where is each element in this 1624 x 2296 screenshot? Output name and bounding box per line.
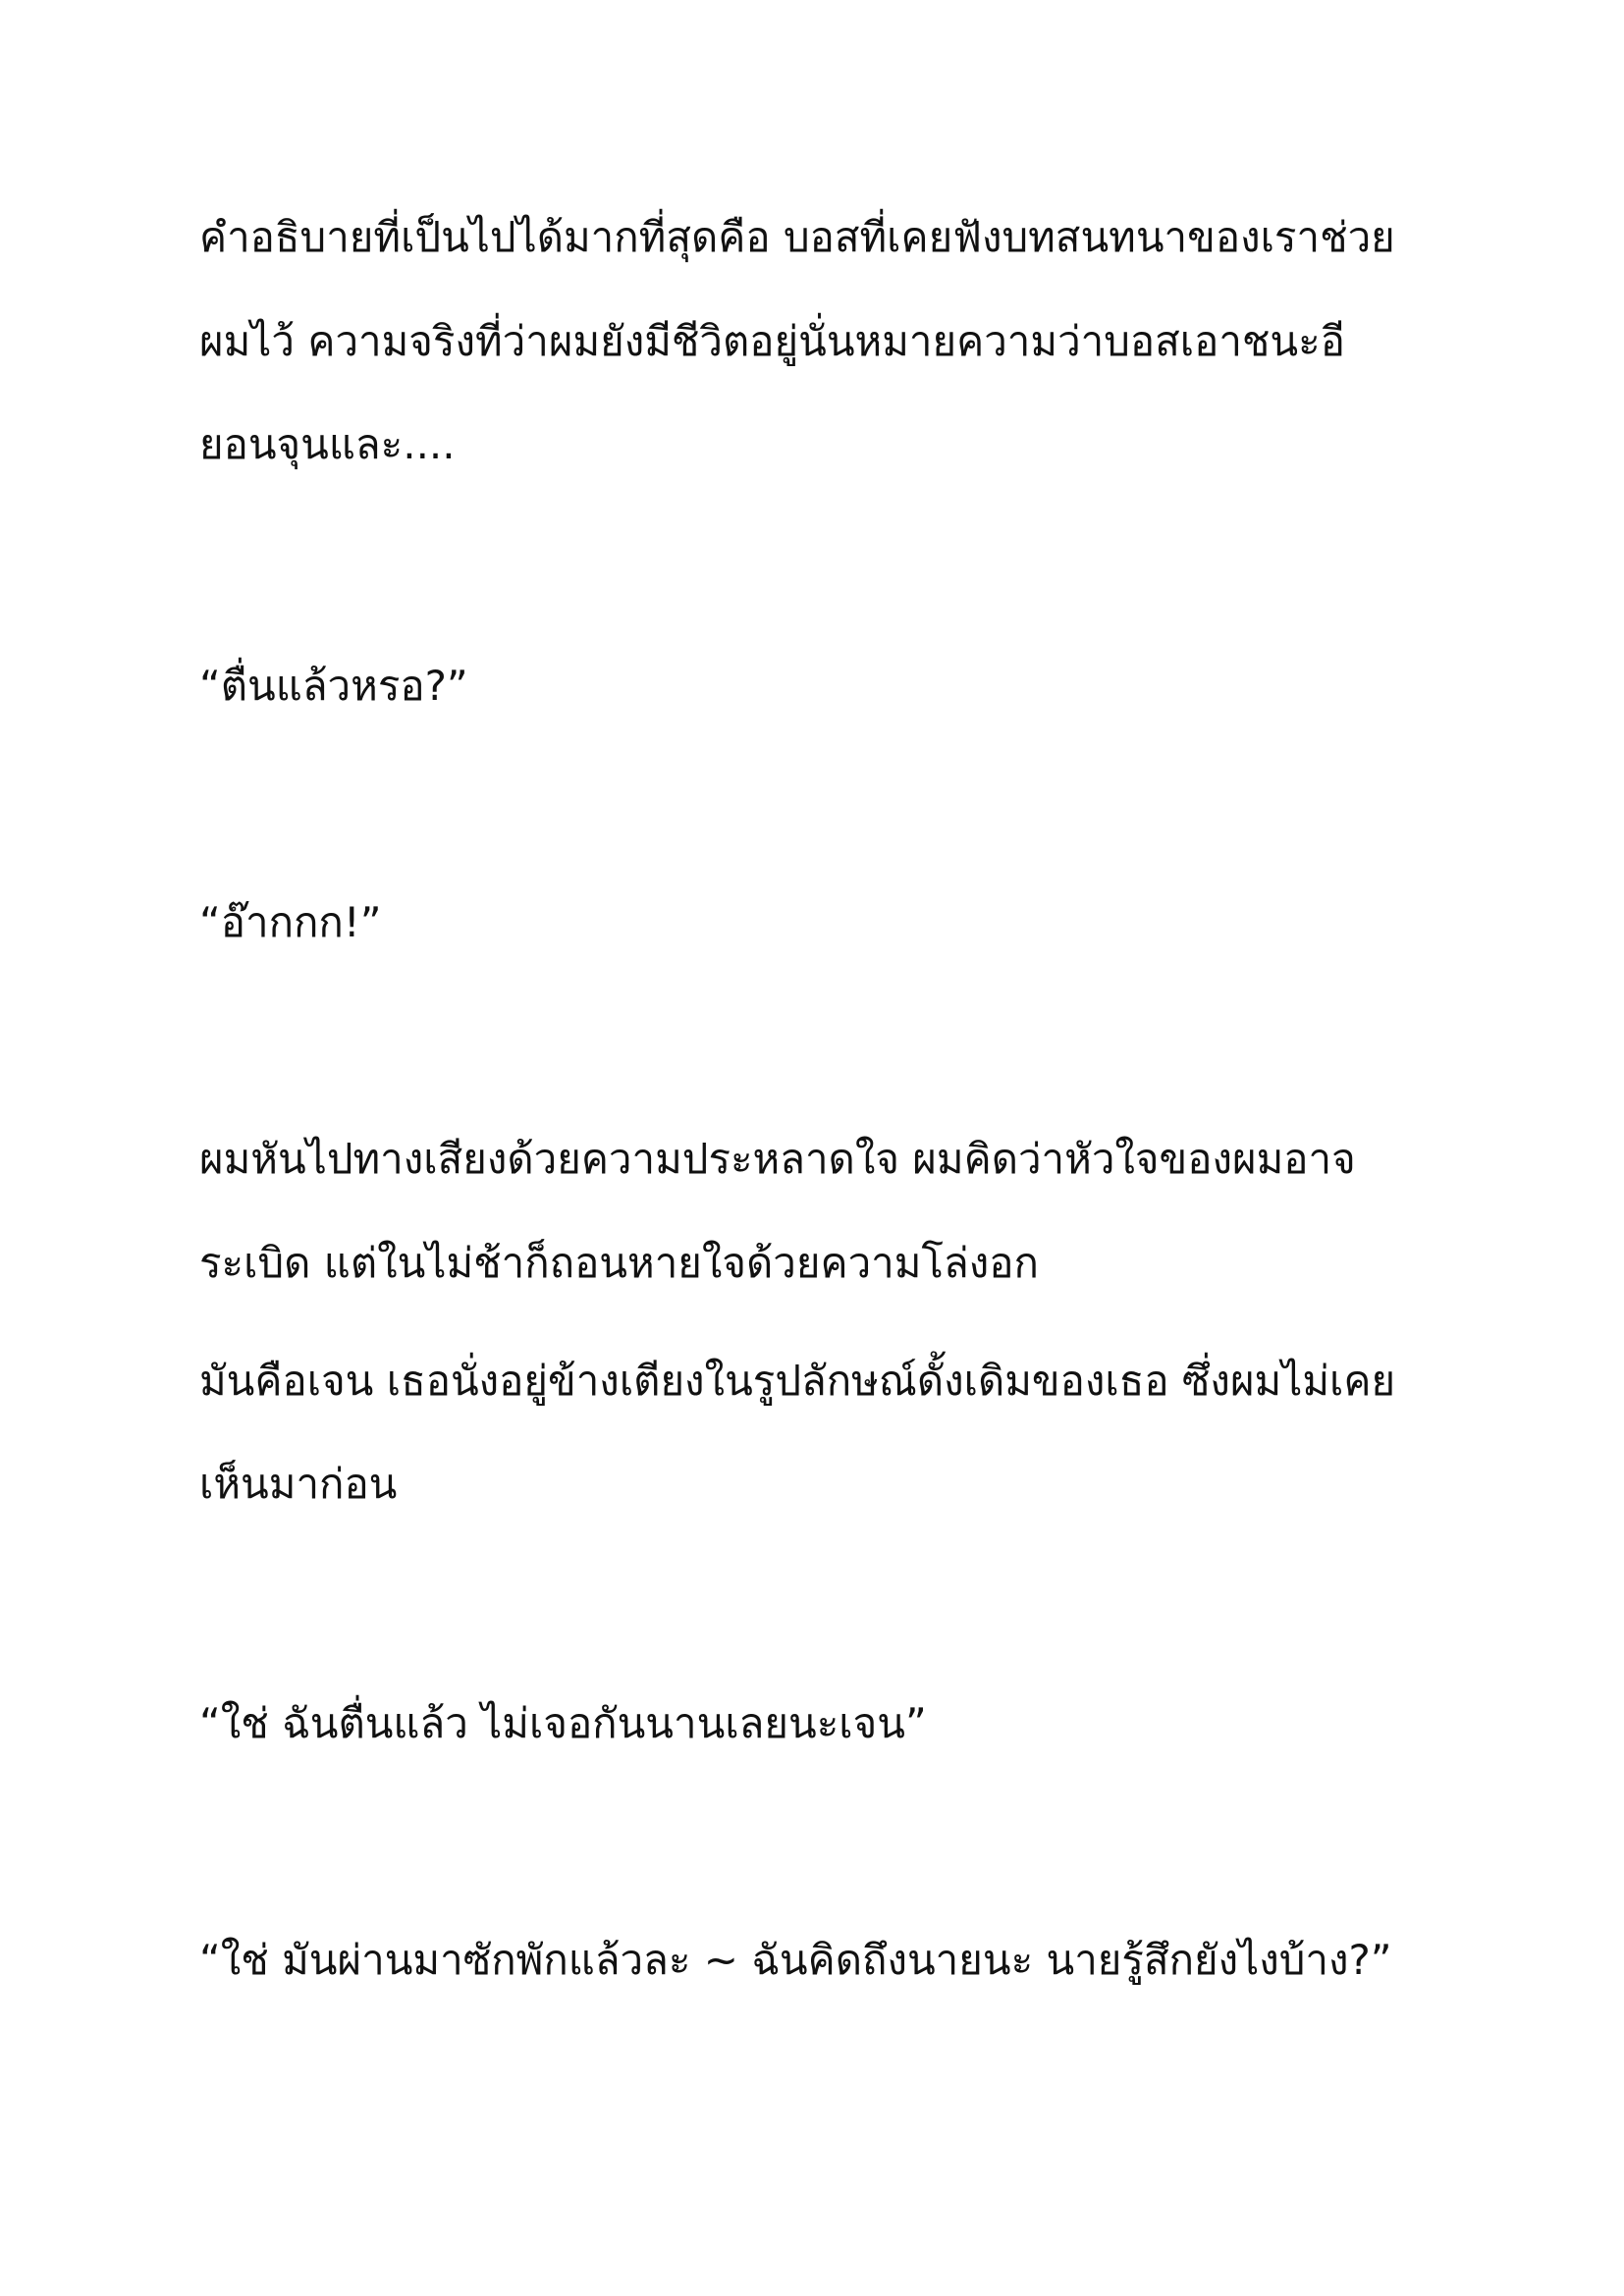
dialogue-line: “ตื่นแล้วหรอ?” [199, 662, 468, 710]
text-line: ผมไว้ ความจริงที่ว่าผมยังมีชีวิตอยู่นั่นหมายความว่าบอสเอาชนะอี [199, 317, 1345, 365]
text-line: คำอธิบายที่เป็นไปได้มากที่สุดคือ บอสที่เคยฟังบทสนทนาของเราช่วย [199, 213, 1395, 261]
text-line: มันคือเจน เธอนั่งอยู่ข้างเตียงในรูปลักษณ์ดั้งเดิมของเธอ ซึ่งผมไม่เคย [199, 1357, 1396, 1405]
text-line: เห็นมาก่อน [199, 1460, 398, 1508]
text-line: ระเบิด แต่ในไม่ช้าก็ถอนหายใจด้วยความโล่งอก [199, 1239, 1039, 1287]
dialogue-line: “อ๊ากกก!” [199, 898, 382, 946]
dialogue-line: “ใช่ ฉันตื่นแล้ว ไม่เจอกันนานเลยนะเจน” [199, 1699, 927, 1747]
text-line: ยอนจุนและ.... [199, 420, 456, 468]
dialogue-line: “ใช่ มันผ่านมาซักพักแล้วละ ~ ฉันคิดถึงนายนะ นายรู้สึกยังไงบ้าง?” [199, 1936, 1392, 1984]
text-line: ผมหันไปทางเสียงด้วยความประหลาดใจ ผมคิดว่าหัวใจของผมอาจ [199, 1135, 1356, 1183]
